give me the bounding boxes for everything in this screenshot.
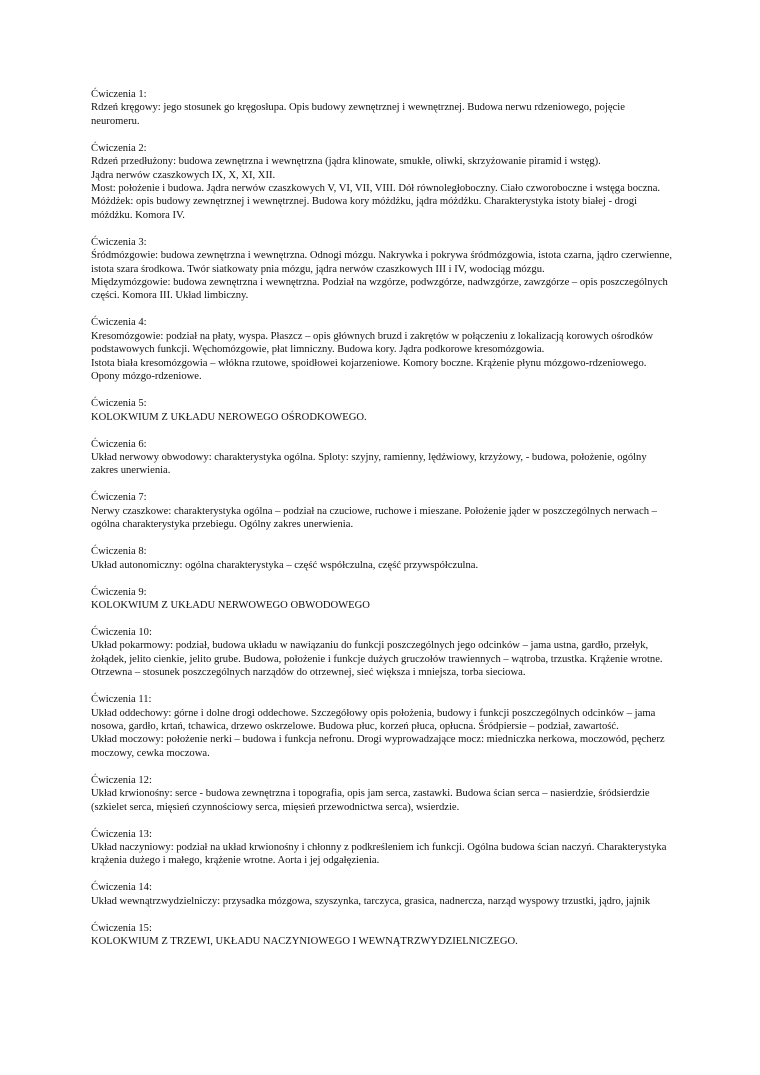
exercise-topic-text: Nerwy czaszkowe: charakterystyka ogólna – podział na czuciowe, ruchowe i mieszane. Położenie jąder w poszczególnych nerwach – ogólna charakterystyka przebiegu. Ogólny zakres unerwienia.	[91, 505, 657, 531]
exercise-heading: Ćwiczenia 3:	[91, 236, 147, 248]
exercise-topic-text: Kresomózgowie: podział na płaty, wyspa. Płaszcz – opis głównych bruzd i zakrętów w połączeniu z lokalizacją korowych ośrodków podstawowych funkcji. Węchomózgowie, płat limniczny. Budowa kory. Jądra podkorowe kresomózgowia.	[91, 330, 654, 356]
exercise-section	[91, 693, 673, 760]
document-page	[91, 88, 673, 962]
exercise-heading: Ćwiczenia 14:	[91, 882, 152, 894]
exercise-section	[91, 828, 673, 868]
exercise-section	[91, 586, 673, 613]
exercise-section	[91, 774, 673, 814]
exercise-topic-text: KOLOKWIUM Z TRZEWI, UKŁADU NACZYNIOWEGO I WEWNĄTRZWYDZIELNICZEGO.	[91, 936, 518, 948]
exercise-section	[91, 491, 673, 531]
exercise-topic-text: Rdzeń kręgowy: jego stosunek go kręgosłupa. Opis budowy zewnętrznej i wewnętrznej. Budowa nerwu rdzeniowego, pojęcie neuromeru.	[91, 102, 625, 127]
exercise-topic-text: Istota biała kresomózgowia – włókna rzutowe, spoidłowei kojarzeniowe. Komory boczne. Krążenie płynu mózgowo-rdzeniowego. Opony mózgo-rdzeniowe.	[91, 357, 647, 383]
exercise-topic-text: Układ pokarmowy: podział, budowa układu w nawiązaniu do funkcji poszczególnych jego odcinków – jama ustna, gardło, przełyk, żołądek, jelito cienkie, jelito grube. Budowa, położenie i funkcje dużych gruczołów trawiennych – wątroba, trzustka. Krążenie wrotne. Otrzewna – stosunek poszczególnych narządów do otrzewnej, sieć większa i mniejsza, torba sieciowa.	[91, 640, 663, 679]
exercise-heading: Ćwiczenia 5:	[91, 398, 147, 410]
exercise-topic-text: Układ nerwowy obwodowy: charakterystyka ogólna. Sploty: szyjny, ramienny, lędźwiowy, krzyżowy, - budowa, położenie, ogólny zakres unerwienia.	[91, 451, 647, 477]
exercise-topic-text: Śródmózgowie: budowa zewnętrzna i wewnętrzna. Odnogi mózgu. Nakrywka i pokrywa śródmózgowia, istota czarna, jądro czerwienne, istota szara środkowa. Twór siatkowaty pnia mózgu, jądra nerwów czaszkowych III i IV, wodociąg mózgu.	[91, 250, 672, 275]
exercise-heading: Ćwiczenia 13:	[91, 828, 152, 840]
exercise-topic-text: Układ autonomiczny: ogólna charakterystyka – część współczulna, część przywspółczulna.	[91, 559, 479, 571]
exercise-section	[91, 922, 673, 949]
exercise-heading: Ćwiczenia 12:	[91, 774, 152, 786]
exercise-topic-text: KOLOKWIUM Z UKŁADU NERWOWEGO OBWODOWEGO	[91, 599, 370, 611]
exercise-topic-text: Układ naczyniowy: podział na układ krwionośny i chłonny z podkreśleniem ich funkcji. Ogólna budowa ścian naczyń. Charakterystyka krążenia dużego i małego, krążenie wrotne. Aorta i jej odgałęzienia.	[91, 842, 667, 867]
exercise-topic-text: Układ moczowy: położenie nerki – budowa i funkcja nefronu. Drogi wyprowadzające mocz: miedniczka nerkowa, moczowód, pęcherz moczowy, cewka moczowa.	[91, 734, 665, 759]
exercise-topic-text: Most: położenie i budowa. Jądra nerwów czaszkowych V, VI, VII, VIII. Dół równoległoboczny. Ciało czworoboczne i wstęga boczna.	[91, 183, 661, 195]
exercise-topic-text: Układ wewnątrzwydzielniczy: przysadka mózgowa, szyszynka, tarczyca, grasica, nadnercza, narząd wyspowy trzustki, jądro, jajnik	[91, 895, 651, 907]
exercise-section	[91, 142, 673, 222]
exercise-topic-text: Rdzeń przedłużony: budowa zewnętrzna i wewnętrzna (jądra klinowate, smukłe, oliwki, skrzyżowanie piramid i wstęg).	[91, 156, 601, 168]
exercise-section	[91, 438, 673, 478]
exercise-topic-text: Jądra nerwów czaszkowych IX, X, XI, XII.	[91, 169, 276, 181]
exercise-section	[91, 236, 673, 303]
exercise-heading: Ćwiczenia 10:	[91, 626, 152, 638]
exercise-topic-text: Układ krwionośny: serce - budowa zewnętrzna i topografia, opis jam serca, zastawki. Budowa ścian serca – nasierdzie, śródsierdzie (szkielet serca, mięsień czynnościowy serca, mięsień przewodnictwa serca), wsierdzie.	[91, 788, 650, 813]
exercise-section	[91, 626, 673, 680]
exercise-heading: Ćwiczenia 1:	[91, 89, 147, 100]
exercise-heading: Ćwiczenia 2:	[91, 142, 147, 154]
exercise-section	[91, 397, 673, 424]
exercise-section	[91, 545, 673, 572]
exercise-topic-text: Układ oddechowy: górne i dolne drogi oddechowe. Szczegółowy opis położenia, budowy i funkcji poszczególnych odcinków – jama nosowa, gardło, krtań, tchawica, drzewo oskrzelowe. Budowa płuc, korzeń płuca, opłucna. Śródpiersie – podział, zawartość.	[91, 707, 656, 732]
exercise-section	[91, 88, 673, 128]
exercise-section	[91, 316, 673, 383]
exercise-heading: Ćwiczenia 11:	[91, 694, 152, 706]
exercise-heading: Ćwiczenia 8:	[91, 546, 147, 558]
exercise-heading: Ćwiczenia 7:	[91, 492, 147, 504]
exercise-topic-text: KOLOKWIUM Z UKŁADU NEROWEGO OŚRODKOWEGO.	[91, 411, 367, 423]
exercise-heading: Ćwiczenia 4:	[91, 317, 147, 329]
exercise-topic-text: Móżdżek: opis budowy zewnętrznej i wewnętrznej. Budowa kory móżdżku, jądra móżdżku. Charakterystyka istoty białej - drogi móżdżku. Komora IV.	[91, 196, 638, 221]
exercise-topic-text: Międzymózgowie: budowa zewnętrzna i wewnętrzna. Podział na wzgórze, podwzgórze, nadwzgórze, zawzgórze – opis poszczególnych części. Komora III. Układ limbiczny.	[91, 277, 668, 302]
exercise-section	[91, 881, 673, 908]
exercise-heading: Ćwiczenia 6:	[91, 438, 147, 450]
exercise-heading: Ćwiczenia 15:	[91, 922, 152, 934]
exercise-heading: Ćwiczenia 9:	[91, 586, 147, 598]
